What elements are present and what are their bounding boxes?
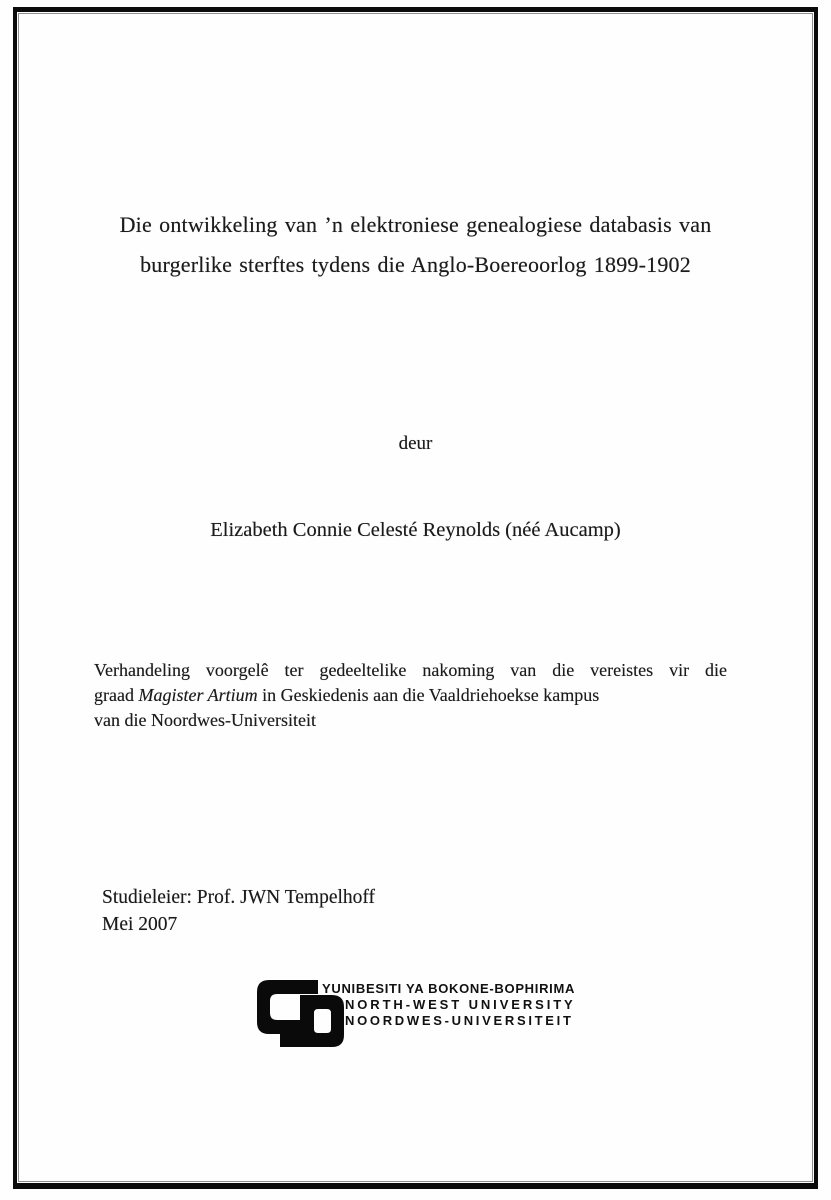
logo-line-setswana: YUNIBESITI YA BOKONE-BOPHIRIMA [322, 981, 576, 996]
logo-line-english: NORTH-WEST UNIVERSITY [345, 997, 576, 1012]
statement-line-2 [94, 683, 727, 708]
statement-line-2-post: in Geskiedenis aan die Vaaldriehoekse kampus [257, 685, 600, 705]
supervisor-line: Studieleier: Prof. JWN Tempelhoff [102, 887, 376, 908]
university-logo-text [322, 980, 576, 1029]
title-line-2: burgerlike sterftes tydens die Anglo-Boereoorlog 1899-1902 [140, 252, 691, 277]
page-title [0, 205, 831, 285]
degree-name-italic: Magister Artium [138, 685, 258, 705]
date-line: Mei 2007 [102, 914, 178, 935]
degree-statement [94, 658, 727, 733]
statement-line-3: van die Noordwes-Universiteit [94, 710, 316, 730]
statement-line-2-pre: graad [94, 685, 139, 705]
statement-line-1: Verhandeling voorgelê ter gedeeltelike nakoming van die vereistes vir die [94, 660, 727, 680]
author-name: Elizabeth Connie Celesté Reynolds (néé Aucamp) [210, 519, 621, 541]
supervisor-block [102, 884, 375, 938]
title-line-1: Die ontwikkeling van ’n elektroniese genealogiese databasis van [119, 212, 712, 237]
logo-line-afrikaans: NOORDWES-UNIVERSITEIT [345, 1013, 574, 1028]
byline-label: deur [398, 433, 433, 454]
university-logo [257, 980, 576, 1047]
